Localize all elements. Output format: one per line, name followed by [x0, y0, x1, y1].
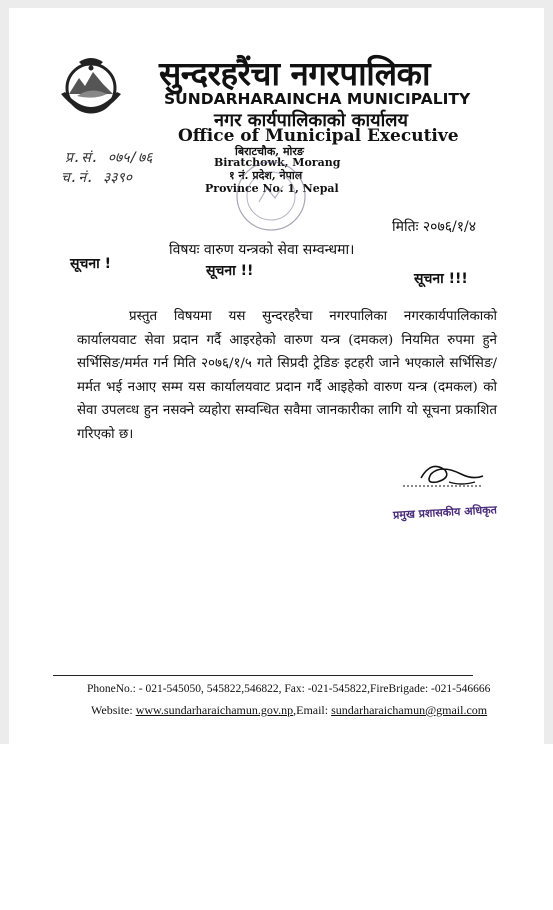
email-link[interactable]: sundarharaichamun@gmail.com — [331, 703, 488, 717]
footer-divider — [53, 675, 473, 676]
website-label: Website: — [91, 703, 133, 717]
notice-heading-3: सूचना !!! — [414, 271, 468, 287]
office-name-english: Office of Municipal Executive — [178, 126, 459, 146]
municipality-name-english: SUNDARHARAINCHA MUNICIPALITY — [164, 90, 471, 108]
municipality-emblem-icon — [55, 54, 127, 124]
notice-heading-2: सूचना !! — [206, 263, 254, 279]
municipality-name-nepali: सुन्दरहरैंचा नगरपालिका — [159, 54, 431, 93]
footer-web-line — [91, 703, 487, 718]
address-english-2: Province No. 1, Nepal — [205, 182, 339, 195]
letter-page — [9, 8, 544, 744]
office-name-nepali: नगर कार्यपालिकाको कार्यालय — [214, 110, 408, 131]
page-bottom-margin — [0, 744, 553, 910]
address-nepali-2: १ नं. प्रदेश, नेपाल — [229, 169, 303, 182]
letter-date: मितिः २०७६/१/४ — [392, 219, 476, 235]
signature-icon — [401, 456, 491, 496]
website-link[interactable]: www.sundarharaichamun.gov.np — [135, 703, 294, 717]
address-nepali-1: बिराटचौक, मोरङ — [235, 145, 304, 158]
notice-body-text: प्रस्तुत विषयमा यस सुन्दरहरैचा नगरपालिका नगरकार्यपालिकाको कार्यालयवाट सेवा प्रदान गर्दै आइरहेको वारुण यन्त्र (दमकल) नियमित रुपमा हुने सर्भिसिङ/मर्मत गर्न मिति २०७६/१/५ गते सिप्रदी ट्रेडिङ इटहरी जाने भएकाले सर्भिसिङ/मर्मत भई नआए सम्म यस कार्यालयवाट प्रदान गर्दै आइहेको वारुण यन्त्र (दमकल) को सेवा उपलव्ध हुन नसक्ने व्यहोरा सम्वन्धित सवैमा जानकारीका लागि यो सूचना प्रकाशित गरिएको छ। — [77, 309, 497, 442]
subject-line: विषयः वारुण यन्त्रको सेवा सम्वन्धमा। — [169, 242, 355, 258]
signatory-title: प्रमुख प्रशासकीय अधिकृत — [392, 503, 498, 522]
office-stamp-icon — [233, 158, 309, 234]
notice-heading-1: सूचना ! — [70, 256, 112, 272]
footer-contact-line: PhoneNo.: - 021-545050, 545822,546822, Fax: -021-545822,FireBrigade: -021-546666 — [87, 683, 491, 695]
dispatch-number: च.नं. ३३९० — [61, 170, 133, 186]
letter-number: प्र.सं. ०७५/७६ — [65, 150, 153, 166]
email-label: ,Email: — [293, 703, 329, 717]
address-english-1: Biratchowk, Morang — [214, 156, 341, 169]
